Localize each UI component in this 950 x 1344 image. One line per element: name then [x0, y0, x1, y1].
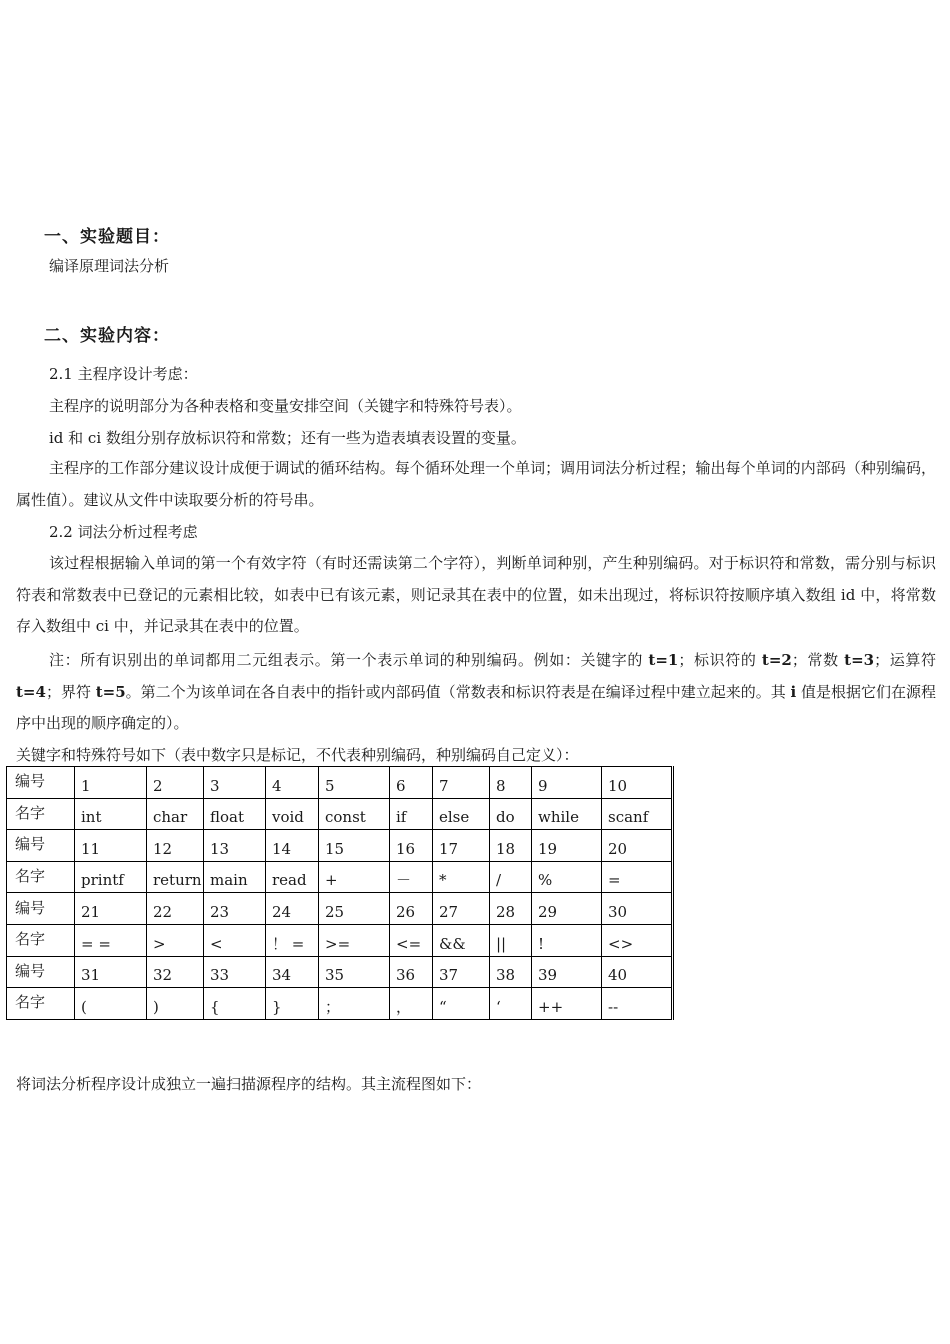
table-cell: >= — [319, 924, 390, 956]
table-cell: void — [266, 798, 319, 830]
table-cell: 21 — [75, 893, 147, 925]
table-cell: = = — [75, 924, 147, 956]
table-cell: 32 — [147, 956, 204, 988]
table-cell: 12 — [147, 830, 204, 862]
table-cell: 30 — [602, 893, 673, 925]
table-cell: 19 — [532, 830, 602, 862]
table-row-numbers — [7, 893, 673, 925]
table-cell: 17 — [433, 830, 490, 862]
table-cell: do — [490, 798, 532, 830]
section-1-heading: 一、实验题目： — [44, 227, 170, 247]
table-cell: main — [204, 861, 266, 893]
table-row-numbers — [7, 830, 673, 862]
table-cell: 2 — [147, 767, 204, 799]
table-cell: 18 — [490, 830, 532, 862]
row-label-name: 名字 — [7, 988, 75, 1020]
table-cell: 36 — [390, 956, 433, 988]
table-cell: || — [490, 924, 532, 956]
table-cell: } — [266, 988, 319, 1020]
table-cell: 27 — [433, 893, 490, 925]
table-cell: 29 — [532, 893, 602, 925]
table-cell: 1 — [75, 767, 147, 799]
table-row-numbers — [7, 767, 673, 799]
note-bold-3: t=3 — [844, 651, 875, 669]
table-cell: 15 — [319, 830, 390, 862]
table-row-names — [7, 988, 673, 1020]
table-cell: char — [147, 798, 204, 830]
table-cell: <> — [602, 924, 673, 956]
table-cell: ！ = — [266, 924, 319, 956]
table-cell: 9 — [532, 767, 602, 799]
table-cell: -- — [602, 988, 673, 1020]
table-cell: % — [532, 861, 602, 893]
table-cell: 37 — [433, 956, 490, 988]
note-bold-1: t=1 — [648, 651, 679, 669]
section-2-heading: 二、实验内容： — [44, 326, 170, 346]
table-cell: 5 — [319, 767, 390, 799]
table-cell: 22 — [147, 893, 204, 925]
note-text-1: 注：所有识别出的单词都用二元组表示。第一个表示单词的种别编码。例如：关键字的 — [49, 651, 649, 669]
table-cell: “ — [433, 988, 490, 1020]
table-cell: <= — [390, 924, 433, 956]
note-bold-2: t=2 — [761, 651, 792, 669]
note-text-5: ；界符 — [45, 682, 96, 701]
paragraph-lexer-process: 该过程根据输入单词的第一个有效字符（有时还需读第二个字符），判断单词种别，产生种别编码。对于标识符和常数，需分别与标识符表和常数表中已登记的元素相比较，如表中已有该元素，则记录其在表中的位置，如未出现过，将标识符按顺序填入数组 id 中，将常数存入数组中 ci 中，并记录其在表中的位置。 — [16, 554, 936, 636]
note-text-6: 。第二个为该单词在各自表中的指针或内部码值（常数表和标识符表是在编译过程中建立起来的。其 — [125, 682, 791, 701]
table-cell: 28 — [490, 893, 532, 925]
table-cell: 35 — [319, 956, 390, 988]
table-cell: 34 — [266, 956, 319, 988]
paragraph-id-ci-arrays: id 和 ci 数组分别存放标识符和常数；还有一些为造表填表设置的变量。 — [49, 429, 526, 447]
table-cell: ! — [532, 924, 602, 956]
keyword-symbol-table — [6, 766, 674, 1020]
note-text-2: ；标识符的 — [678, 651, 762, 669]
table-cell: 16 — [390, 830, 433, 862]
table-cell: 33 — [204, 956, 266, 988]
table-cell: while — [532, 798, 602, 830]
row-label-number: 编号 — [7, 830, 75, 862]
table-cell: * — [433, 861, 490, 893]
section-1-body: 编译原理词法分析 — [49, 257, 170, 275]
table-cell: 40 — [602, 956, 673, 988]
subsection-2-1-title: 2.1 主程序设计考虑： — [49, 365, 198, 383]
table-cell: { — [204, 988, 266, 1020]
table-cell: 24 — [266, 893, 319, 925]
table-cell: 13 — [204, 830, 266, 862]
table-cell: ， — [390, 988, 433, 1020]
note-text-4: ；运算符 — [874, 651, 936, 669]
row-label-number: 编号 — [7, 767, 75, 799]
table-caption: 关键字和特殊符号如下（表中数字只是标记，不代表种别编码，种别编码自己定义）： — [16, 746, 579, 764]
table-cell: = — [602, 861, 673, 893]
table-cell: float — [204, 798, 266, 830]
note-bold-6: i — [790, 682, 797, 701]
subsection-2-2-title: 2.2 词法分析过程考虑 — [49, 523, 198, 541]
table-cell: ； — [319, 988, 390, 1020]
row-label-name: 名字 — [7, 798, 75, 830]
table-cell: printf — [75, 861, 147, 893]
table-cell: 3 — [204, 767, 266, 799]
table-cell: ( — [75, 988, 147, 1020]
table-cell: < — [204, 924, 266, 956]
closing-line: 将词法分析程序设计成独立一遍扫描源程序的结构。其主流程图如下： — [16, 1075, 482, 1093]
table-cell: 8 — [490, 767, 532, 799]
table-row-names — [7, 798, 673, 830]
table-cell: 31 — [75, 956, 147, 988]
table-cell: const — [319, 798, 390, 830]
table-cell: else — [433, 798, 490, 830]
table-cell: ‘ — [490, 988, 532, 1020]
note-bold-4: t=4 — [16, 682, 46, 701]
table-cell: 10 — [602, 767, 673, 799]
table-cell: > — [147, 924, 204, 956]
table-row-numbers — [7, 956, 673, 988]
table-cell: scanf — [602, 798, 673, 830]
table-cell: 38 — [490, 956, 532, 988]
note-text-7: 值是根据它们在源程序中出现的顺序确定的）。 — [16, 682, 936, 733]
table-cell: 11 — [75, 830, 147, 862]
paragraph-note — [16, 645, 936, 740]
table-cell: 7 — [433, 767, 490, 799]
table-row-names — [7, 924, 673, 956]
table-cell: 4 — [266, 767, 319, 799]
note-bold-5: t=5 — [95, 682, 126, 701]
table-cell: 6 — [390, 767, 433, 799]
row-label-name: 名字 — [7, 861, 75, 893]
table-cell: 20 — [602, 830, 673, 862]
table-cell: ++ — [532, 988, 602, 1020]
row-label-name: 名字 — [7, 924, 75, 956]
table-cell: if — [390, 798, 433, 830]
table-cell: 14 — [266, 830, 319, 862]
table-cell: / — [490, 861, 532, 893]
row-label-number: 编号 — [7, 893, 75, 925]
table-cell: 26 — [390, 893, 433, 925]
table-cell: 23 — [204, 893, 266, 925]
table-cell: read — [266, 861, 319, 893]
table-cell: + — [319, 861, 390, 893]
table-cell: && — [433, 924, 490, 956]
paragraph-main-loop: 主程序的工作部分建议设计成便于调试的循环结构。每个循环处理一个单词；调用词法分析过程；输出每个单词的内部码（种别编码，属性值）。建议从文件中读取要分析的符号串。 — [16, 459, 936, 509]
table-cell: return — [147, 861, 204, 893]
paragraph-main-declarations: 主程序的说明部分为各种表格和变量安排空间（关键字和特殊符号表）。 — [49, 397, 522, 415]
row-label-number: 编号 — [7, 956, 75, 988]
table-row-names — [7, 861, 673, 893]
note-text-3: ；常数 — [791, 651, 845, 669]
table-cell: 39 — [532, 956, 602, 988]
table-cell: 25 — [319, 893, 390, 925]
table-cell: ) — [147, 988, 204, 1020]
table-cell: int — [75, 798, 147, 830]
table-cell: － — [390, 861, 433, 893]
